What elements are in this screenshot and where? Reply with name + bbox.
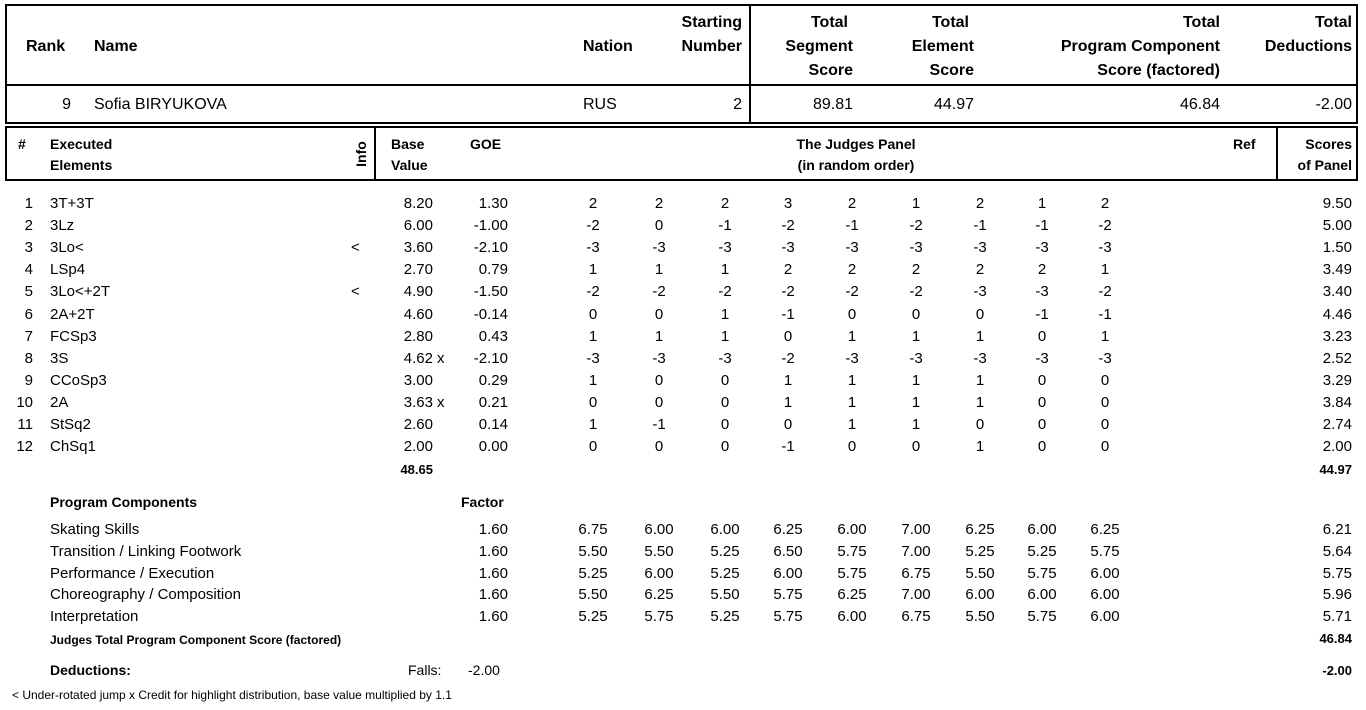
component-panel-score: 5.71 bbox=[1322, 608, 1352, 626]
judge-score: 1 bbox=[1100, 261, 1110, 279]
skater-pcs: 46.84 bbox=[1179, 96, 1220, 113]
judge-component-score: 5.25 bbox=[710, 608, 740, 626]
judge-score: -1 bbox=[973, 217, 987, 235]
element-goe: 0.21 bbox=[478, 393, 508, 411]
judge-score: -3 bbox=[586, 239, 600, 257]
judge-component-score: 5.25 bbox=[710, 564, 740, 582]
judge-component-score: 7.00 bbox=[901, 542, 931, 560]
tes-label-1: Total bbox=[931, 14, 969, 31]
info-divider bbox=[374, 126, 376, 181]
element-panel-score: 3.23 bbox=[1322, 327, 1352, 345]
element-goe: -2.10 bbox=[473, 239, 508, 257]
legend-text: < Under-rotated jump x Credit for highlight distribution, base value multiplied by 1.1 bbox=[12, 688, 452, 702]
judge-score: -1 bbox=[718, 217, 732, 235]
judge-score: 0 bbox=[911, 305, 921, 323]
element-number: 1 bbox=[24, 195, 33, 212]
judge-score: 0 bbox=[783, 416, 793, 433]
skater-nation: RUS bbox=[583, 96, 617, 113]
judge-score: 0 bbox=[1037, 438, 1047, 456]
judge-score: -1 bbox=[781, 305, 795, 323]
element-code: ChSq1 bbox=[50, 438, 96, 456]
element-code: 3Lo<+2T bbox=[50, 283, 111, 301]
judge-score: -3 bbox=[1035, 239, 1049, 257]
element-base-value: 3.63 bbox=[403, 393, 433, 411]
judge-score: -3 bbox=[1098, 349, 1112, 367]
element-panel-score: 2.00 bbox=[1322, 438, 1352, 456]
element-goe: 0.43 bbox=[478, 327, 508, 345]
judge-score: 1 bbox=[911, 416, 921, 433]
tes-label-2: Element bbox=[911, 38, 974, 55]
element-goe: 0.00 bbox=[478, 438, 508, 456]
judge-component-score: 5.50 bbox=[644, 542, 674, 560]
judge-score: 0 bbox=[1100, 393, 1110, 411]
judge-component-score: 6.75 bbox=[901, 608, 931, 626]
judge-score: 0 bbox=[720, 371, 730, 389]
judge-component-score: 6.75 bbox=[901, 564, 931, 582]
element-code: 2A+2T bbox=[50, 305, 95, 323]
judge-score: 0 bbox=[654, 438, 664, 456]
component-factor: 1.60 bbox=[478, 521, 508, 538]
falls-label: Falls: bbox=[408, 662, 442, 678]
judge-score: -3 bbox=[973, 349, 987, 367]
judge-component-score: 6.00 bbox=[837, 608, 867, 626]
pcs-label-2: Program Component bbox=[1060, 38, 1220, 55]
element-base-value: 2.60 bbox=[403, 416, 433, 433]
judge-score: -2 bbox=[909, 217, 923, 235]
goe-header: GOE bbox=[470, 136, 502, 152]
name-label: Name bbox=[94, 38, 138, 55]
element-panel-score: 5.00 bbox=[1322, 217, 1352, 235]
judge-component-score: 6.25 bbox=[965, 521, 995, 538]
judge-component-score: 6.00 bbox=[1027, 586, 1057, 604]
element-base-value: 4.90 bbox=[403, 283, 433, 301]
exec-header-2: Elements bbox=[50, 157, 113, 173]
panel-header-2: (in random order) bbox=[797, 157, 915, 173]
judge-component-score: 5.50 bbox=[578, 542, 608, 560]
judge-score: 2 bbox=[720, 195, 730, 212]
element-base-value: 3.60 bbox=[403, 239, 433, 257]
element-base-value: 6.00 bbox=[403, 217, 433, 235]
skater-tss: 89.81 bbox=[812, 96, 853, 113]
judge-component-score: 5.50 bbox=[965, 608, 995, 626]
judge-score: -2 bbox=[586, 217, 600, 235]
element-number: 7 bbox=[24, 327, 33, 345]
judge-score: 2 bbox=[783, 261, 793, 279]
nation-label: Nation bbox=[583, 38, 633, 55]
element-code: 3S bbox=[50, 349, 69, 367]
element-goe: 1.30 bbox=[478, 195, 508, 212]
judge-score: -3 bbox=[1035, 349, 1049, 367]
falls-value: -2.00 bbox=[468, 662, 500, 678]
judge-score: -3 bbox=[1035, 283, 1049, 301]
judge-score: 1 bbox=[588, 327, 598, 345]
judge-score: 1 bbox=[720, 305, 730, 323]
judge-score: 1 bbox=[847, 327, 857, 345]
judge-score: 0 bbox=[654, 305, 664, 323]
component-factor: 1.60 bbox=[478, 608, 508, 626]
element-base-value: 4.60 bbox=[403, 305, 433, 323]
judge-score: -3 bbox=[909, 239, 923, 257]
tss-label-2: Segment bbox=[785, 38, 853, 55]
judge-score: -1 bbox=[1098, 305, 1112, 323]
judge-score: 2 bbox=[1037, 261, 1047, 279]
judge-score: -2 bbox=[781, 217, 795, 235]
skater-tes: 44.97 bbox=[933, 96, 974, 113]
element-bonus-mark: x bbox=[437, 393, 445, 411]
element-code: FCSp3 bbox=[50, 327, 97, 345]
judge-score: 0 bbox=[654, 371, 664, 389]
judge-score: 0 bbox=[847, 305, 857, 323]
elements-score-total: 44.97 bbox=[1319, 462, 1352, 477]
deductions-label: Deductions: bbox=[50, 662, 131, 678]
ref-header: Ref bbox=[1233, 136, 1256, 152]
judge-score: -3 bbox=[718, 349, 732, 367]
element-base-value: 3.00 bbox=[403, 371, 433, 389]
component-name: Skating Skills bbox=[50, 521, 140, 538]
element-panel-score: 2.52 bbox=[1322, 349, 1352, 367]
element-code: 3Lz bbox=[50, 217, 75, 235]
judge-score: 0 bbox=[720, 438, 730, 456]
judge-component-score: 5.75 bbox=[644, 608, 674, 626]
judge-score: 0 bbox=[1100, 371, 1110, 389]
judge-component-score: 6.00 bbox=[644, 564, 674, 582]
judge-score: 0 bbox=[1100, 416, 1110, 433]
element-base-value: 2.00 bbox=[403, 438, 433, 456]
element-number: 12 bbox=[16, 438, 33, 456]
scores-header-1: Scores bbox=[1305, 136, 1352, 152]
component-factor: 1.60 bbox=[478, 542, 508, 560]
element-panel-score: 3.40 bbox=[1322, 283, 1352, 301]
judge-score: -1 bbox=[845, 217, 859, 235]
element-panel-score: 3.29 bbox=[1322, 371, 1352, 389]
judge-component-score: 6.00 bbox=[1090, 608, 1120, 626]
judge-score: -3 bbox=[586, 349, 600, 367]
element-code: 3Lo< bbox=[50, 239, 84, 257]
judge-score: 1 bbox=[783, 393, 793, 411]
judge-score: 0 bbox=[588, 305, 598, 323]
components-label: Program Components bbox=[50, 494, 198, 510]
judge-score: 1 bbox=[654, 261, 664, 279]
pcs-label-3: Score (factored) bbox=[1097, 62, 1220, 79]
judge-score: -2 bbox=[781, 349, 795, 367]
judge-score: 0 bbox=[588, 393, 598, 411]
judge-component-score: 5.25 bbox=[965, 542, 995, 560]
judge-component-score: 5.50 bbox=[965, 564, 995, 582]
judge-component-score: 6.50 bbox=[773, 542, 803, 560]
info-header: Info bbox=[352, 141, 369, 167]
judge-score: -3 bbox=[845, 349, 859, 367]
element-panel-score: 4.46 bbox=[1322, 305, 1352, 323]
scores-header-2: of Panel bbox=[1297, 157, 1352, 173]
base-header-2: Value bbox=[391, 157, 428, 173]
judge-component-score: 5.75 bbox=[1027, 608, 1057, 626]
judge-score: 1 bbox=[911, 327, 921, 345]
judge-score: -1 bbox=[1035, 217, 1049, 235]
component-factor: 1.60 bbox=[478, 564, 508, 582]
judge-component-score: 5.75 bbox=[837, 542, 867, 560]
element-goe: -0.14 bbox=[473, 305, 508, 323]
judge-component-score: 6.00 bbox=[1090, 586, 1120, 604]
judge-score: -3 bbox=[718, 239, 732, 257]
judge-score: 1 bbox=[1100, 327, 1110, 345]
judge-score: 2 bbox=[975, 261, 985, 279]
element-goe: 0.29 bbox=[478, 371, 508, 389]
component-panel-score: 5.64 bbox=[1322, 542, 1352, 560]
judge-score: 1 bbox=[654, 327, 664, 345]
judge-score: -3 bbox=[973, 283, 987, 301]
element-info: < bbox=[351, 283, 360, 301]
judge-score: 1 bbox=[975, 393, 985, 411]
element-goe: 0.79 bbox=[478, 261, 508, 279]
pcs-total-label: Judges Total Program Component Score (factored) bbox=[50, 633, 342, 647]
element-panel-score: 2.74 bbox=[1322, 416, 1352, 433]
rank-label: Rank bbox=[26, 38, 66, 55]
panel-header-1: The Judges Panel bbox=[796, 136, 916, 152]
element-number: 11 bbox=[17, 416, 33, 433]
judge-score: -3 bbox=[781, 239, 795, 257]
judge-score: 1 bbox=[911, 393, 921, 411]
judge-score: 0 bbox=[975, 305, 985, 323]
judge-score: 1 bbox=[1037, 195, 1047, 212]
judge-score: -3 bbox=[973, 239, 987, 257]
judge-score: -2 bbox=[1098, 283, 1112, 301]
exec-header-1: Executed bbox=[50, 136, 113, 152]
judge-component-score: 5.75 bbox=[773, 586, 803, 604]
judge-component-score: 5.25 bbox=[1027, 542, 1057, 560]
base-total: 48.65 bbox=[400, 462, 433, 477]
element-code: 3T+3T bbox=[50, 195, 94, 212]
judge-score: 1 bbox=[911, 195, 921, 212]
element-goe: -2.10 bbox=[473, 349, 508, 367]
judge-component-score: 5.75 bbox=[1090, 542, 1120, 560]
component-factor: 1.60 bbox=[478, 586, 508, 604]
element-code: 2A bbox=[50, 393, 69, 411]
judge-component-score: 5.75 bbox=[837, 564, 867, 582]
judge-score: -2 bbox=[586, 283, 600, 301]
judge-score: 0 bbox=[911, 438, 921, 456]
judge-component-score: 5.25 bbox=[578, 564, 608, 582]
judge-component-score: 6.25 bbox=[837, 586, 867, 604]
element-panel-score: 1.50 bbox=[1322, 239, 1352, 257]
judge-component-score: 7.00 bbox=[901, 521, 931, 538]
element-panel-score: 3.84 bbox=[1322, 393, 1352, 411]
judge-score: -1 bbox=[781, 438, 795, 456]
component-name: Transition / Linking Footwork bbox=[50, 542, 242, 560]
number-label: Number bbox=[681, 38, 742, 55]
judge-score: -1 bbox=[1035, 305, 1049, 323]
judge-score: 2 bbox=[975, 195, 985, 212]
judge-score: 0 bbox=[1100, 438, 1110, 456]
judge-score: 0 bbox=[975, 416, 985, 433]
judge-score: -2 bbox=[652, 283, 666, 301]
judge-score: 1 bbox=[975, 327, 985, 345]
element-code: CCoSp3 bbox=[50, 371, 107, 389]
component-name: Interpretation bbox=[50, 608, 139, 626]
component-name: Performance / Execution bbox=[50, 564, 215, 582]
element-goe: 0.14 bbox=[478, 416, 508, 433]
judge-score: -2 bbox=[909, 283, 923, 301]
judge-score: 1 bbox=[975, 438, 985, 456]
element-base-value: 2.80 bbox=[403, 327, 433, 345]
element-number: 6 bbox=[24, 305, 33, 323]
pcs-total-value: 46.84 bbox=[1319, 631, 1352, 646]
judge-score: 2 bbox=[654, 195, 664, 212]
element-base-value: 8.20 bbox=[403, 195, 433, 212]
deductions-total: -2.00 bbox=[1322, 663, 1352, 678]
element-goe: -1.00 bbox=[473, 217, 508, 235]
judge-score: 0 bbox=[1037, 416, 1047, 433]
element-number: 2 bbox=[24, 217, 33, 235]
judge-score: 1 bbox=[911, 371, 921, 389]
judge-component-score: 6.00 bbox=[710, 521, 740, 538]
element-number: 9 bbox=[24, 371, 33, 389]
judge-score: 3 bbox=[783, 195, 793, 212]
judge-score: -1 bbox=[652, 416, 666, 433]
judge-component-score: 6.00 bbox=[837, 521, 867, 538]
element-code: LSp4 bbox=[50, 261, 86, 279]
judge-score: -3 bbox=[652, 239, 666, 257]
judge-score: 1 bbox=[783, 371, 793, 389]
element-base-value: 4.62 bbox=[403, 349, 433, 367]
component-panel-score: 5.96 bbox=[1322, 586, 1352, 604]
tes-label-3: Score bbox=[929, 62, 974, 79]
judge-score: 1 bbox=[588, 416, 598, 433]
skater-rank: 9 bbox=[62, 96, 71, 113]
judge-score: -2 bbox=[845, 283, 859, 301]
judge-score: 2 bbox=[911, 261, 921, 279]
judge-score: 1 bbox=[975, 371, 985, 389]
judge-score: 0 bbox=[1037, 327, 1047, 345]
judge-score: 0 bbox=[720, 416, 730, 433]
scores-divider bbox=[1276, 126, 1278, 181]
judge-score: -3 bbox=[845, 239, 859, 257]
element-number: 10 bbox=[16, 393, 33, 411]
judge-score: 1 bbox=[847, 371, 857, 389]
judge-score: 0 bbox=[720, 393, 730, 411]
judge-score: -2 bbox=[781, 283, 795, 301]
element-info: < bbox=[351, 239, 360, 257]
element-number: 8 bbox=[24, 349, 33, 367]
judge-component-score: 6.25 bbox=[773, 521, 803, 538]
skater-name: Sofia BIRYUKOVA bbox=[94, 96, 227, 113]
judge-component-score: 5.75 bbox=[773, 608, 803, 626]
ded-label-2: Deductions bbox=[1264, 38, 1352, 55]
judge-score: 1 bbox=[588, 371, 598, 389]
pcs-label-1: Total bbox=[1182, 14, 1220, 31]
judge-component-score: 6.00 bbox=[644, 521, 674, 538]
judge-component-score: 6.00 bbox=[1090, 564, 1120, 582]
elements-header-box bbox=[5, 126, 1358, 181]
element-bonus-mark: x bbox=[437, 349, 445, 367]
element-number: 3 bbox=[24, 239, 33, 257]
judge-score: 2 bbox=[588, 195, 598, 212]
judge-component-score: 5.50 bbox=[710, 586, 740, 604]
component-name: Choreography / Composition bbox=[50, 586, 241, 604]
judge-score: 0 bbox=[654, 217, 664, 235]
component-panel-score: 6.21 bbox=[1322, 521, 1352, 538]
judge-score: 1 bbox=[720, 261, 730, 279]
element-base-value: 2.70 bbox=[403, 261, 433, 279]
judge-component-score: 6.25 bbox=[644, 586, 674, 604]
judge-component-score: 5.75 bbox=[1027, 564, 1057, 582]
judge-component-score: 5.25 bbox=[710, 542, 740, 560]
judge-score: 1 bbox=[847, 393, 857, 411]
judge-component-score: 5.50 bbox=[578, 586, 608, 604]
judge-component-score: 5.25 bbox=[578, 608, 608, 626]
factor-label: Factor bbox=[461, 494, 504, 510]
tss-label-3: Score bbox=[808, 62, 853, 79]
judge-component-score: 6.75 bbox=[578, 521, 608, 538]
starting-label: Starting bbox=[681, 14, 742, 31]
judge-score: -3 bbox=[652, 349, 666, 367]
num-header: # bbox=[18, 136, 26, 152]
element-number: 5 bbox=[24, 283, 33, 301]
judge-score: 1 bbox=[588, 261, 598, 279]
ded-label-1: Total bbox=[1314, 14, 1352, 31]
base-header-1: Base bbox=[391, 136, 425, 152]
element-panel-score: 9.50 bbox=[1322, 195, 1352, 212]
judge-score: 0 bbox=[1037, 393, 1047, 411]
judge-score: 2 bbox=[1100, 195, 1110, 212]
judge-component-score: 7.00 bbox=[901, 586, 931, 604]
judge-score: -3 bbox=[909, 349, 923, 367]
judge-score: 2 bbox=[847, 195, 857, 212]
judge-score: 0 bbox=[588, 438, 598, 456]
judge-score: 0 bbox=[783, 327, 793, 345]
judge-score: 0 bbox=[847, 438, 857, 456]
judge-component-score: 6.25 bbox=[1090, 521, 1120, 538]
judge-score: -2 bbox=[1098, 217, 1112, 235]
judge-component-score: 6.00 bbox=[965, 586, 995, 604]
skater-start: 2 bbox=[733, 96, 742, 113]
judge-component-score: 6.00 bbox=[773, 564, 803, 582]
judge-score: -3 bbox=[1098, 239, 1112, 257]
element-number: 4 bbox=[24, 261, 33, 279]
element-goe: -1.50 bbox=[473, 283, 508, 301]
judge-score: 0 bbox=[1037, 371, 1047, 389]
component-panel-score: 5.75 bbox=[1322, 564, 1352, 582]
judge-component-score: 6.00 bbox=[1027, 521, 1057, 538]
element-code: StSq2 bbox=[50, 416, 91, 433]
skater-ded: -2.00 bbox=[1315, 96, 1352, 113]
judge-score: 1 bbox=[847, 416, 857, 433]
element-panel-score: 3.49 bbox=[1322, 261, 1352, 279]
judge-score: 0 bbox=[654, 393, 664, 411]
judge-score: 2 bbox=[847, 261, 857, 279]
judge-score: 1 bbox=[720, 327, 730, 345]
judge-score: -2 bbox=[718, 283, 732, 301]
tss-label-1: Total bbox=[810, 14, 848, 31]
